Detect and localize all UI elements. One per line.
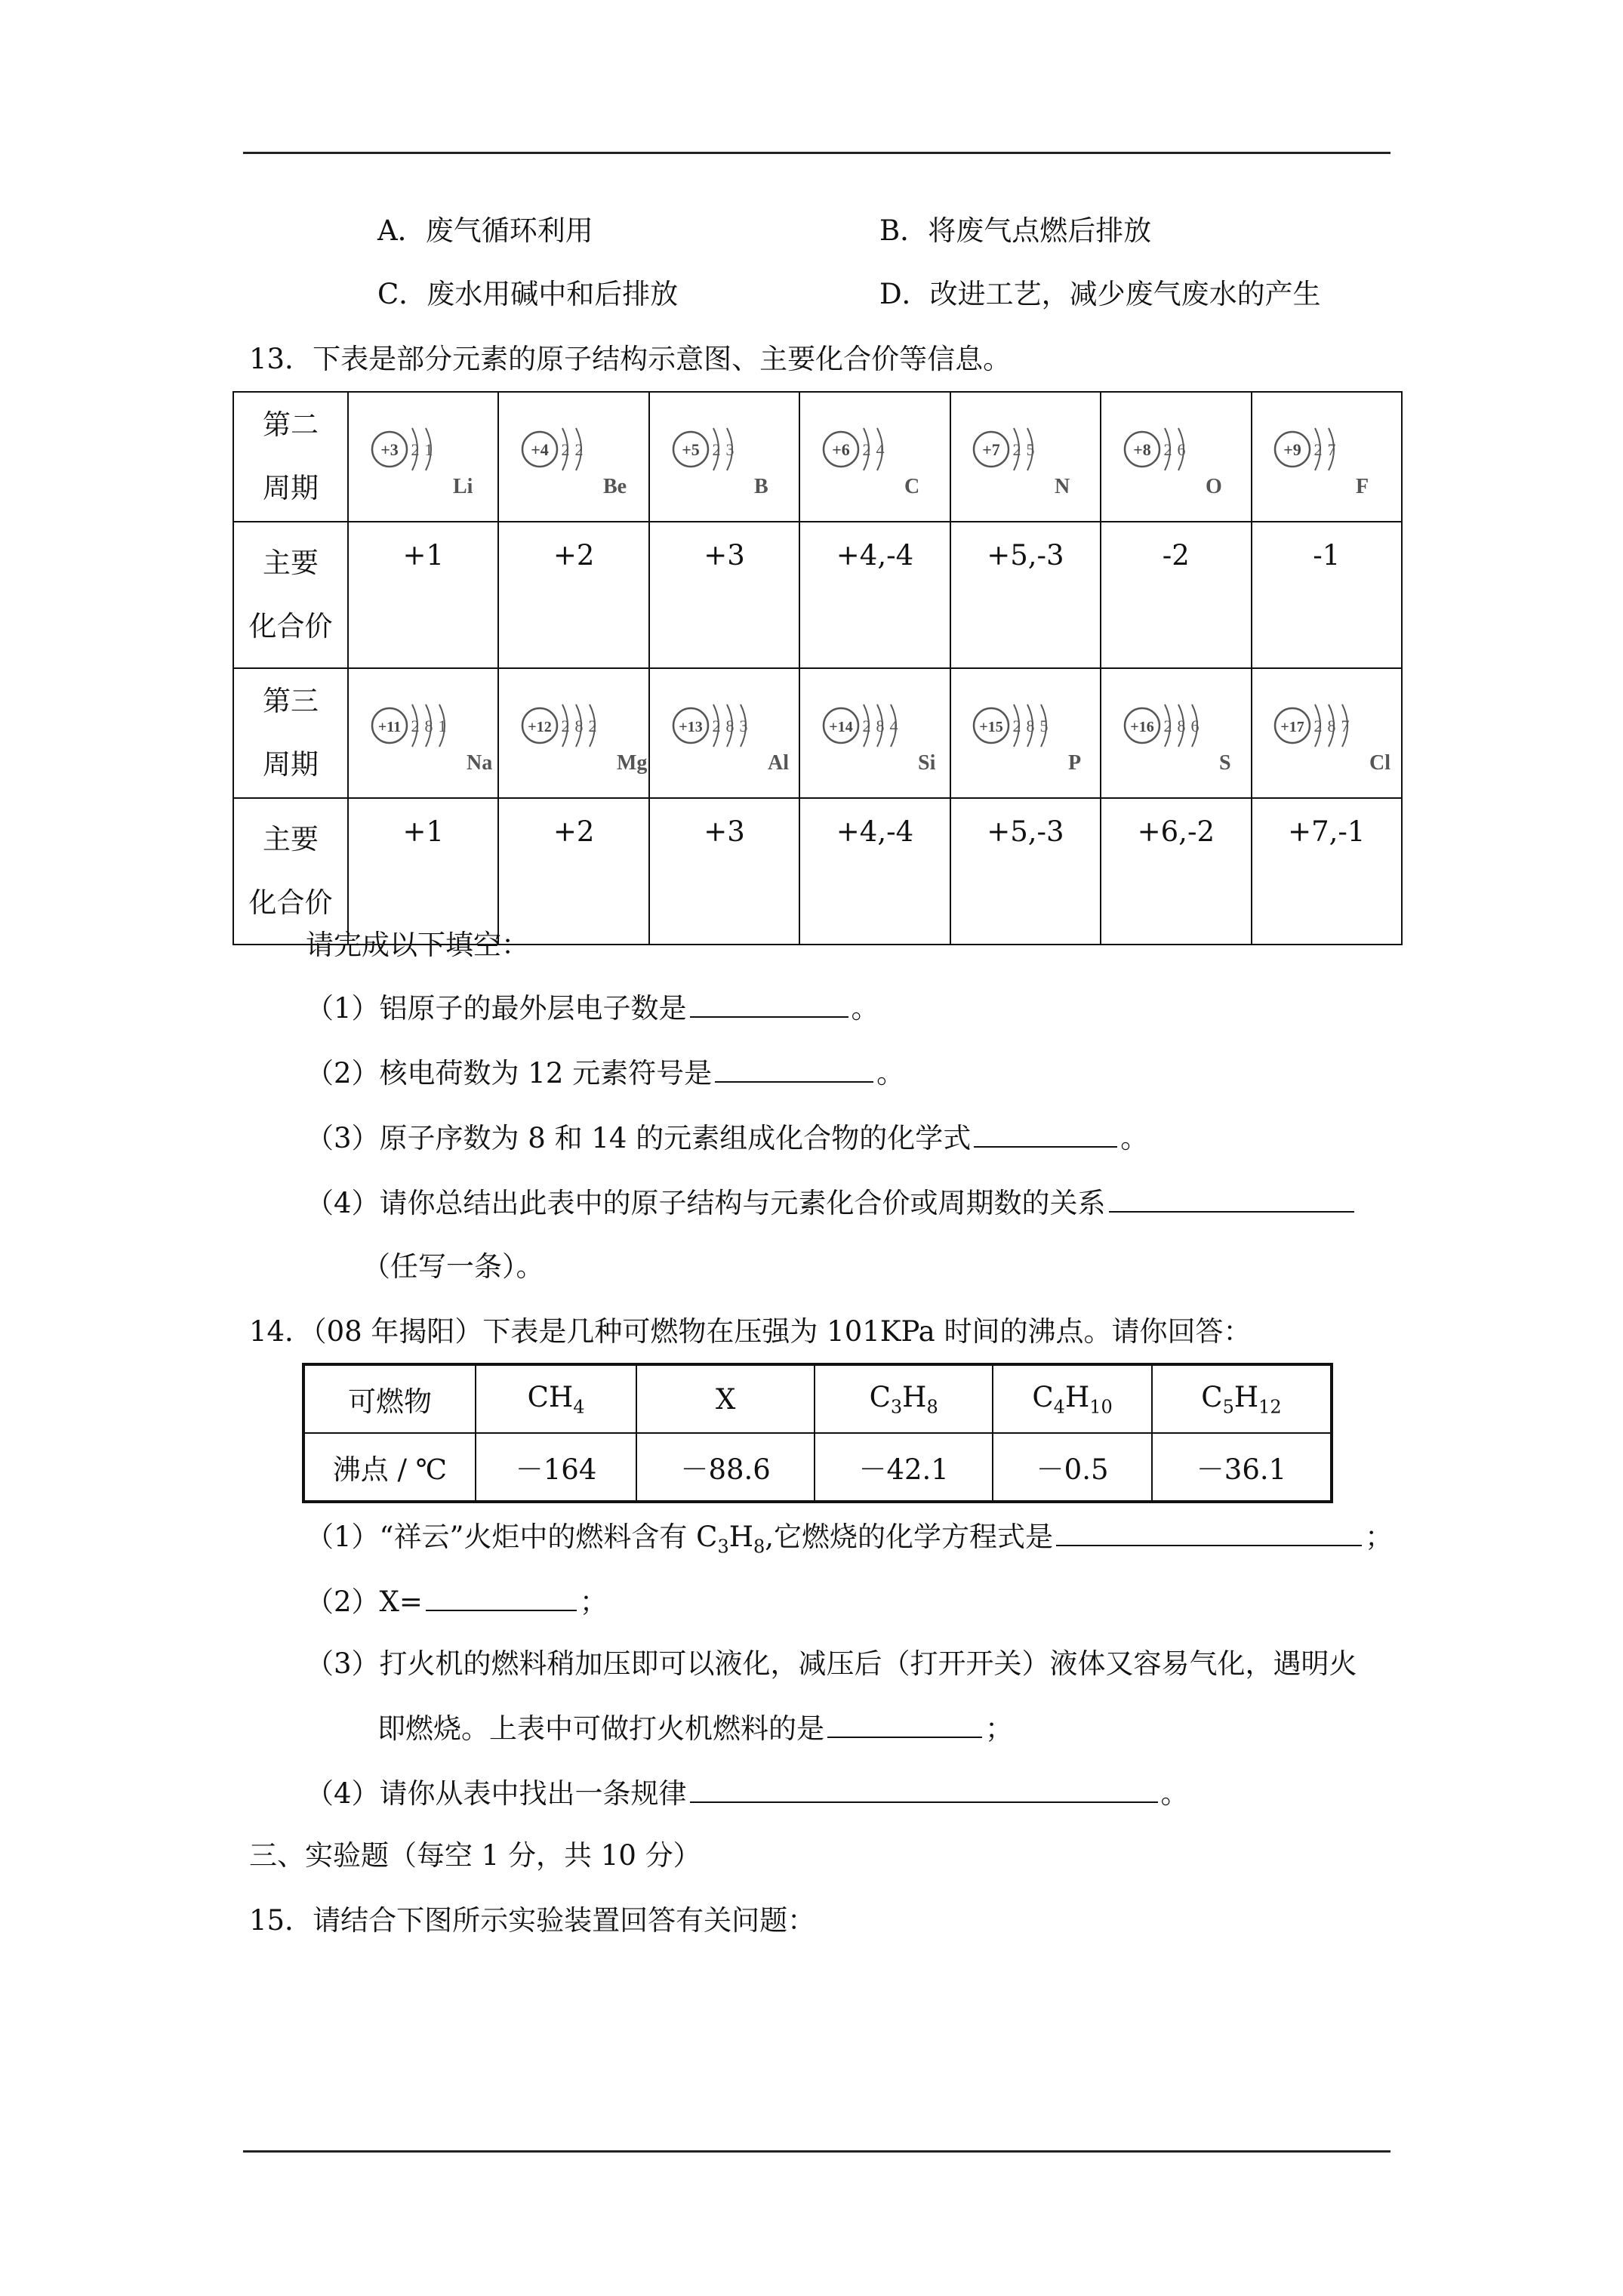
element-symbol: Si bbox=[917, 751, 936, 775]
element-symbol: B bbox=[753, 475, 768, 498]
electron-count: 2 bbox=[1163, 440, 1172, 459]
nucleus-charge: +6 bbox=[832, 440, 850, 459]
q13-prompt: 请完成以下填空： bbox=[306, 929, 529, 961]
fuel-x: X bbox=[636, 1364, 815, 1433]
nucleus-charge: +7 bbox=[982, 440, 1001, 459]
q14-stem: 14．（08 年揭阳）下表是几种可燃物在压强为 101KPa 时间的沸点。请你回答： bbox=[249, 1315, 1252, 1348]
answer-blank[interactable] bbox=[715, 1054, 873, 1083]
fuel-c3h8: $C_3H_8$ bbox=[815, 1364, 993, 1433]
fuel-row bbox=[303, 1364, 1332, 1433]
nucleus-charge: +12 bbox=[528, 719, 552, 735]
electron-count: 8 bbox=[1177, 717, 1186, 735]
nucleus-charge: +14 bbox=[829, 719, 853, 735]
nucleus-charge: +15 bbox=[979, 719, 1004, 735]
element-symbol: Na bbox=[466, 751, 492, 775]
electron-count: 6 bbox=[1190, 717, 1200, 735]
element-symbol: S bbox=[1218, 751, 1231, 775]
q13-sub2: （2）核电荷数为 12 元素符号是 。 bbox=[306, 1054, 904, 1092]
nucleus-charge: +13 bbox=[678, 719, 703, 735]
valence-cell: -2 bbox=[1101, 522, 1251, 668]
atom-diagram-al bbox=[649, 668, 799, 798]
electron-count: 2 bbox=[574, 440, 584, 459]
boiling-point-table bbox=[302, 1363, 1333, 1503]
nucleus-charge: +9 bbox=[1283, 440, 1302, 459]
answer-blank[interactable] bbox=[690, 989, 848, 1018]
q13-stem: 13．下表是部分元素的原子结构示意图、主要化合价等信息。 bbox=[249, 343, 1012, 375]
q14-sub4: （4）请你从表中找出一条规律 。 bbox=[306, 1774, 1189, 1812]
bp-header: 沸点 / ℃ bbox=[303, 1433, 476, 1502]
section3-heading: 三、实验题（每空 1 分，共 10 分） bbox=[249, 1839, 701, 1872]
atom-structure-diagram bbox=[969, 411, 1082, 502]
electron-count: 5 bbox=[1026, 440, 1035, 459]
nucleus-charge: +11 bbox=[377, 719, 401, 735]
atom-diagram-s bbox=[1101, 668, 1251, 798]
valence-cell: +7,-1 bbox=[1252, 798, 1402, 945]
answer-blank[interactable] bbox=[827, 1709, 982, 1738]
fuel-ch4: $CH_4$ bbox=[476, 1364, 636, 1433]
nucleus-charge: +8 bbox=[1133, 440, 1151, 459]
answer-blank[interactable] bbox=[690, 1774, 1158, 1803]
fuel-header: 可燃物 bbox=[303, 1364, 476, 1433]
atom-diagram-p bbox=[950, 668, 1101, 798]
atom-diagram-be bbox=[498, 392, 648, 522]
electron-count: 5 bbox=[1039, 717, 1049, 735]
electron-count: 8 bbox=[574, 717, 584, 735]
atom-structure-diagram bbox=[668, 411, 781, 502]
electron-count: 3 bbox=[739, 717, 748, 735]
element-symbol: Al bbox=[767, 751, 789, 775]
electron-count: 2 bbox=[1313, 717, 1323, 735]
nucleus-charge: +3 bbox=[380, 440, 399, 459]
valence-cell: +1 bbox=[348, 798, 498, 945]
electron-count: 8 bbox=[1327, 717, 1336, 735]
valence-cell: +2 bbox=[498, 522, 648, 668]
element-symbol: F bbox=[1356, 475, 1369, 498]
q13-sub3: （3）原子序数为 8 和 14 的元素组成化合物的化学式 。 bbox=[306, 1119, 1148, 1157]
electron-count: 3 bbox=[725, 440, 735, 459]
valence-cell: +2 bbox=[498, 798, 648, 945]
electron-count: 2 bbox=[588, 717, 597, 735]
option-b: B．将废气点燃后排放 bbox=[879, 214, 1152, 247]
electron-count: 2 bbox=[1012, 440, 1021, 459]
atom-diagram-o bbox=[1101, 392, 1251, 522]
electron-count: 4 bbox=[889, 717, 898, 735]
electron-count: 8 bbox=[424, 717, 433, 735]
bottom-rule bbox=[243, 2150, 1390, 2153]
answer-blank[interactable] bbox=[426, 1583, 577, 1611]
atom-structure-diagram bbox=[818, 688, 936, 778]
atom-diagram-n bbox=[950, 392, 1101, 522]
q13-sub4: （4）请你总结出此表中的原子结构与元素化合价或周期数的关系 bbox=[306, 1184, 1357, 1222]
answer-blank[interactable] bbox=[1056, 1518, 1362, 1546]
atom-structure-diagram bbox=[517, 688, 648, 778]
valence-cell: +6,-2 bbox=[1101, 798, 1251, 945]
period2-valence-row bbox=[233, 522, 1402, 668]
electron-count: 7 bbox=[1327, 440, 1336, 459]
electron-count: 2 bbox=[411, 717, 420, 735]
atom-structure-diagram bbox=[818, 411, 932, 502]
bp-cell: －164 bbox=[476, 1433, 636, 1502]
atom-structure-diagram bbox=[367, 688, 492, 778]
atom-diagram-b bbox=[649, 392, 799, 522]
atom-diagram-li bbox=[348, 392, 498, 522]
bp-cell: －42.1 bbox=[815, 1433, 993, 1502]
q14-sub1: （1）“祥云”火炬中的燃料含有 $C_3H_8$,它燃烧的化学方程式是 ； bbox=[306, 1518, 1393, 1564]
atom-structure-diagram bbox=[367, 411, 480, 502]
electron-count: 2 bbox=[1163, 717, 1172, 735]
element-symbol: Cl bbox=[1369, 751, 1391, 775]
top-rule bbox=[243, 152, 1390, 154]
atom-structure-diagram bbox=[517, 411, 630, 502]
valence-cell: +5,-3 bbox=[950, 522, 1101, 668]
fuel-c4h10: $C_4H_{10}$ bbox=[993, 1364, 1152, 1433]
valence-cell: +3 bbox=[649, 798, 799, 945]
element-table bbox=[233, 391, 1403, 945]
atom-diagram-mg bbox=[498, 668, 648, 798]
atom-diagram-na bbox=[348, 668, 498, 798]
electron-count: 4 bbox=[876, 440, 885, 459]
q14-sub3: （3）打火机的燃料稍加压即可以液化，减压后（打开开关）液体又容易气化，遇明火 bbox=[306, 1647, 1357, 1680]
valence-cell: +1 bbox=[348, 522, 498, 668]
electron-count: 7 bbox=[1341, 717, 1350, 735]
atom-diagram-c bbox=[799, 392, 950, 522]
boiling-point-row bbox=[303, 1433, 1332, 1502]
valence-cell: -1 bbox=[1252, 522, 1402, 668]
element-symbol: C bbox=[904, 475, 920, 498]
atom-diagram-f bbox=[1252, 392, 1402, 522]
atom-structure-diagram bbox=[969, 688, 1082, 778]
electron-count: 2 bbox=[862, 440, 871, 459]
atom-structure-diagram bbox=[1270, 688, 1391, 778]
q14-sub3-cont: 即燃烧。上表中可做打火机燃料的是 ； bbox=[377, 1709, 1013, 1747]
atom-diagram-cl bbox=[1252, 668, 1402, 798]
answer-blank[interactable] bbox=[974, 1119, 1117, 1148]
element-symbol: Be bbox=[603, 475, 627, 498]
electron-count: 2 bbox=[1012, 717, 1021, 735]
period3-row bbox=[233, 668, 1402, 798]
q14-sub2: （2）X= ； bbox=[306, 1583, 608, 1620]
period2-row bbox=[233, 392, 1402, 522]
q13-sub1: （1）铝原子的最外层电子数是 。 bbox=[306, 989, 879, 1027]
electron-count: 2 bbox=[561, 440, 570, 459]
row-label: 主要 化合价 bbox=[233, 522, 348, 668]
electron-count: 6 bbox=[1177, 440, 1186, 459]
fuel-c5h12: $C_5H_{12}$ bbox=[1152, 1364, 1332, 1433]
element-symbol: N bbox=[1055, 475, 1070, 498]
bp-cell: －36.1 bbox=[1152, 1433, 1332, 1502]
element-symbol: Li bbox=[452, 475, 473, 498]
bp-cell: －88.6 bbox=[636, 1433, 815, 1502]
nucleus-charge: +16 bbox=[1130, 719, 1154, 735]
electron-count: 8 bbox=[1026, 717, 1035, 735]
element-symbol: P bbox=[1068, 751, 1082, 775]
q13-sub4-cont: （任写一条）。 bbox=[362, 1250, 544, 1283]
nucleus-charge: +5 bbox=[681, 440, 700, 459]
electron-count: 8 bbox=[876, 717, 885, 735]
valence-cell: +5,-3 bbox=[950, 798, 1101, 945]
valence-cell: +4,-4 bbox=[799, 522, 950, 668]
electron-count: 2 bbox=[561, 717, 570, 735]
atom-diagram-si bbox=[799, 668, 950, 798]
q15-stem: 15．请结合下图所示实验装置回答有关问题： bbox=[249, 1904, 816, 1937]
option-c: C．废水用碱中和后排放 bbox=[377, 278, 679, 310]
electron-count: 2 bbox=[862, 717, 871, 735]
atom-structure-diagram bbox=[1119, 411, 1233, 502]
row-label: 主要 化合价 bbox=[233, 798, 348, 945]
element-symbol: O bbox=[1205, 475, 1222, 498]
valence-cell: +3 bbox=[649, 522, 799, 668]
atom-structure-diagram bbox=[668, 688, 789, 778]
electron-count: 2 bbox=[1313, 440, 1323, 459]
electron-count: 2 bbox=[712, 440, 721, 459]
row-label: 第三 周期 bbox=[233, 668, 348, 798]
electron-count: 1 bbox=[438, 717, 447, 735]
electron-count: 8 bbox=[725, 717, 735, 735]
valence-cell: +4,-4 bbox=[799, 798, 950, 945]
nucleus-charge: +17 bbox=[1280, 719, 1304, 735]
answer-blank[interactable] bbox=[1109, 1184, 1354, 1213]
element-symbol: Mg bbox=[617, 751, 648, 775]
option-a: A．废气循环利用 bbox=[377, 214, 593, 247]
atom-structure-diagram bbox=[1119, 688, 1233, 778]
row-label: 第二 周期 bbox=[233, 392, 348, 522]
electron-count: 2 bbox=[411, 440, 420, 459]
bp-cell: －0.5 bbox=[993, 1433, 1152, 1502]
nucleus-charge: +4 bbox=[531, 440, 549, 459]
electron-count: 1 bbox=[424, 440, 433, 459]
period3-valence-row bbox=[233, 798, 1402, 945]
option-d: D．改进工艺，减少废气废水的产生 bbox=[879, 278, 1321, 310]
electron-count: 2 bbox=[712, 717, 721, 735]
atom-structure-diagram bbox=[1270, 411, 1383, 502]
